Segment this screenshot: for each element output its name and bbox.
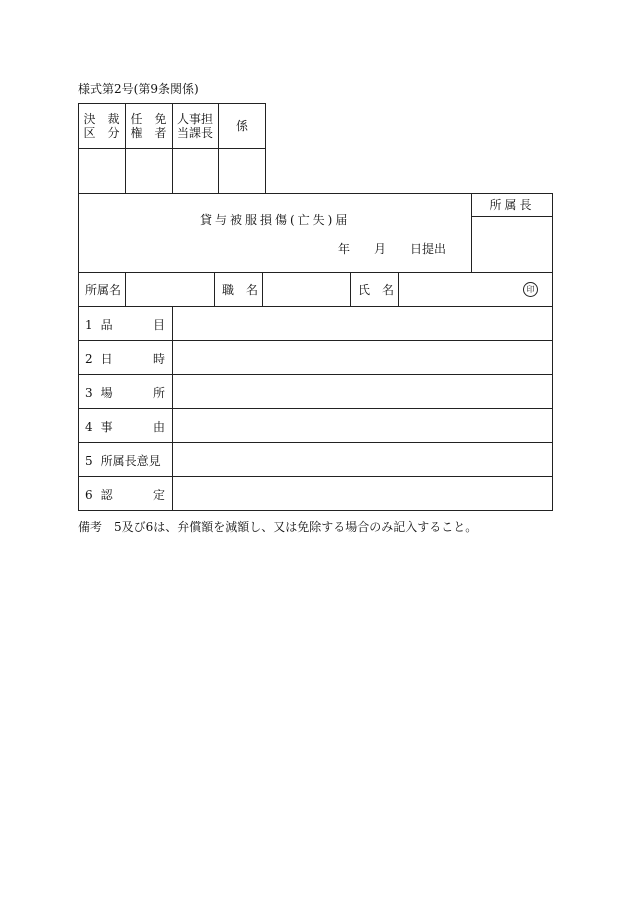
row-field-datetime[interactable] — [173, 341, 552, 373]
affiliation-field[interactable] — [126, 273, 213, 305]
approval-header-appointing-authority: 任 免 権 者 — [130, 111, 167, 140]
stamp-cell-decision[interactable] — [79, 149, 124, 193]
row-label-item: 1 品 目 — [85, 318, 165, 332]
row-label-datetime: 2 日 時 — [85, 352, 165, 366]
form-title: 様式第2号(第9条関係) — [78, 82, 199, 96]
department-head-label: 所属長 — [489, 197, 535, 212]
row-field-department-head-opinion[interactable] — [173, 443, 552, 475]
approval-header-decision: 決 裁 区 分 — [83, 111, 120, 140]
row-field-item[interactable] — [173, 307, 552, 339]
remark-note: 備考 5及び6は、弁償額を減額し、又は免除する場合のみ記入すること。 — [78, 520, 478, 534]
submission-date-line: 年 月 日提出 — [338, 242, 447, 256]
row-label-approval: 6 認 定 — [85, 488, 165, 502]
row-field-reason[interactable] — [173, 409, 552, 441]
row-field-approval[interactable] — [173, 477, 552, 510]
department-head-stamp-cell[interactable] — [472, 217, 552, 271]
affiliation-label: 所属名 — [85, 283, 122, 297]
row-field-place[interactable] — [173, 375, 552, 407]
row-label-department-head-opinion: 5 所属長意見 — [85, 454, 161, 468]
row-label-reason: 4 事 由 — [85, 420, 165, 434]
approval-header-staff: 係 — [235, 118, 248, 133]
stamp-cell-appointing-authority[interactable] — [126, 149, 171, 193]
row-label-place: 3 場 所 — [85, 386, 165, 400]
report-title: 貸与被服損傷(亡失)届 — [200, 213, 351, 227]
name-label: 氏 名 — [358, 283, 395, 297]
seal-mark-icon: 印 — [523, 282, 538, 297]
approval-header-hr-section-chief: 人事担 当課長 — [176, 111, 213, 140]
stamp-cell-hr-section-chief[interactable] — [173, 149, 217, 193]
stamp-cell-staff[interactable] — [219, 149, 265, 193]
position-label: 職 名 — [222, 283, 259, 297]
position-field[interactable] — [263, 273, 349, 305]
